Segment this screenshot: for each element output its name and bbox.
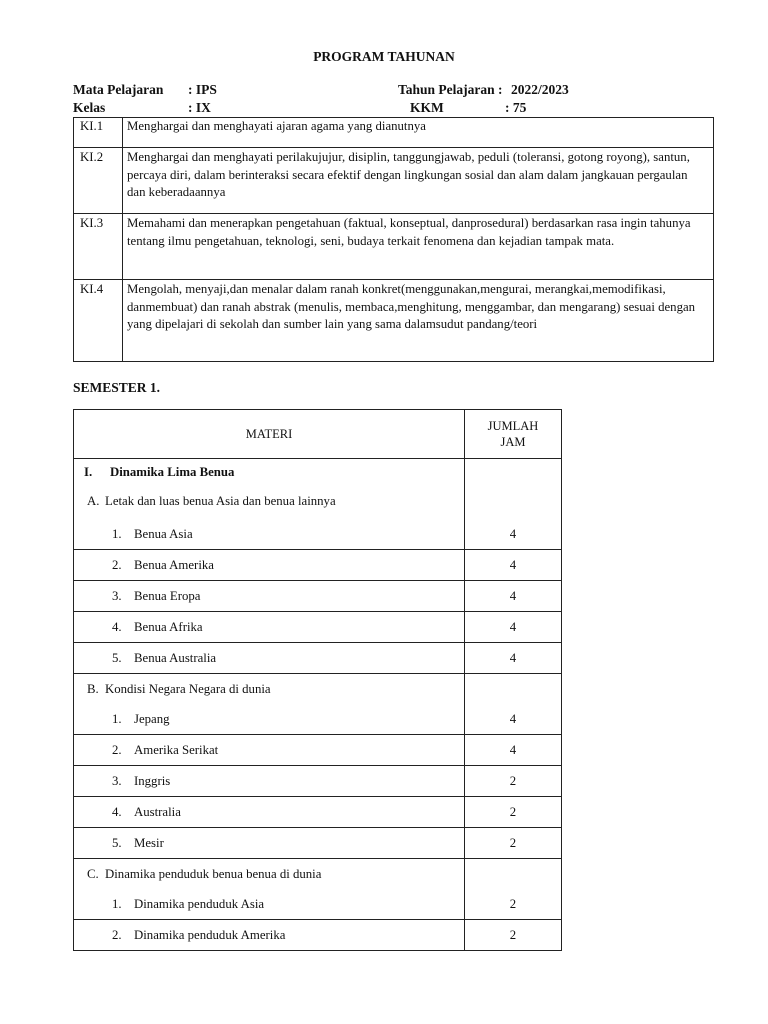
materi-cell bbox=[74, 550, 465, 581]
group-heading bbox=[74, 489, 464, 519]
table-row bbox=[74, 612, 562, 643]
table-row bbox=[74, 581, 562, 612]
jam-cell: 4 bbox=[465, 550, 562, 581]
table-row bbox=[74, 735, 562, 766]
materi-cell bbox=[74, 735, 465, 766]
table-row bbox=[74, 828, 562, 859]
section-title: Dinamika Lima Benua bbox=[110, 465, 235, 479]
kkm-value: : 75 bbox=[505, 100, 527, 115]
materi-cell bbox=[74, 459, 465, 550]
list-item bbox=[74, 735, 464, 765]
item-number: 4. bbox=[112, 620, 122, 634]
tahun-pelajaran-label: Tahun Pelajaran : bbox=[398, 82, 503, 97]
list-item bbox=[74, 797, 464, 827]
group-heading bbox=[74, 674, 464, 704]
group-title: Letak dan luas benua Asia dan benua lainnya bbox=[105, 494, 336, 508]
ki-row bbox=[74, 214, 714, 280]
ki-text: Mengolah, menyaji,dan menalar dalam ranah konkret(menggunakan,mengurai, merangkai,memodifikasi, danmembuat) dan ranah abstrak (menulis, membaca,menghitung, menggambar, dan mengarang) sesuai dengan yang dipelajari di sekolah dan sumber lain yang sama dalamsudut pandang/teori bbox=[123, 280, 714, 362]
list-item bbox=[74, 704, 464, 734]
ki-table bbox=[73, 117, 714, 362]
item-label: Australia bbox=[134, 805, 181, 819]
table-row bbox=[74, 459, 562, 550]
kkm-label: KKM bbox=[410, 100, 444, 115]
jam-cell bbox=[465, 859, 562, 920]
jam-cell bbox=[465, 674, 562, 735]
ki-row bbox=[74, 118, 714, 148]
item-number: 1. bbox=[112, 897, 122, 911]
materi-cell bbox=[74, 674, 465, 735]
item-label: Benua Australia bbox=[134, 651, 217, 665]
kelas-label: Kelas bbox=[73, 100, 106, 115]
list-item bbox=[74, 889, 464, 919]
item-label: Dinamika penduduk Asia bbox=[134, 897, 265, 911]
group-letter: C. bbox=[87, 867, 99, 881]
materi-cell bbox=[74, 920, 465, 951]
ki-code: KI.4 bbox=[74, 280, 123, 362]
jam-value: 4 bbox=[509, 712, 517, 726]
item-label: Amerika Serikat bbox=[134, 743, 219, 757]
jam-cell: 2 bbox=[465, 766, 562, 797]
item-number: 2. bbox=[112, 558, 122, 572]
materi-cell bbox=[74, 828, 465, 859]
list-item bbox=[74, 550, 464, 580]
header-jam-line-2: JAM bbox=[500, 435, 526, 449]
jam-cell: 2 bbox=[465, 828, 562, 859]
item-label: Dinamika penduduk Amerika bbox=[134, 928, 286, 942]
item-number: 3. bbox=[112, 589, 122, 603]
list-item bbox=[74, 766, 464, 796]
item-number: 5. bbox=[112, 651, 122, 665]
header-jumlah-jam bbox=[465, 410, 562, 459]
jam-cell: 4 bbox=[465, 612, 562, 643]
list-item bbox=[74, 519, 464, 549]
table-row bbox=[74, 674, 562, 735]
materi-cell bbox=[74, 859, 465, 920]
group-letter: A. bbox=[87, 494, 100, 508]
list-item bbox=[74, 581, 464, 611]
section-number: I. bbox=[84, 465, 93, 479]
jam-value: 2 bbox=[509, 897, 517, 911]
mata-pelajaran-label: Mata Pelajaran bbox=[73, 82, 164, 97]
group-title: Dinamika penduduk benua benua di dunia bbox=[105, 867, 322, 881]
header-jam-line-1: JUMLAH bbox=[487, 419, 539, 433]
jam-cell: 2 bbox=[465, 797, 562, 828]
item-number: 2. bbox=[112, 928, 122, 942]
group-title: Kondisi Negara Negara di dunia bbox=[105, 682, 271, 696]
table-row bbox=[74, 643, 562, 674]
list-item bbox=[74, 828, 464, 858]
table-row bbox=[74, 766, 562, 797]
page-title: PROGRAM TAHUNAN bbox=[313, 49, 455, 64]
item-label: Benua Afrika bbox=[134, 620, 203, 634]
table-header bbox=[74, 410, 562, 459]
item-label: Benua Eropa bbox=[134, 589, 201, 603]
ki-text: Menghargai dan menghayati perilakujujur, disiplin, tanggungjawab, peduli (toleransi, gotong royong), santun, percaya diri, dalam berinteraksi secara efektif dengan lingkungan sosial dan alam dalam jangkauan pergaulan dan keberadaannya bbox=[123, 148, 714, 214]
table-row bbox=[74, 797, 562, 828]
item-number: 1. bbox=[112, 527, 122, 541]
materi-cell bbox=[74, 643, 465, 674]
ki-code: KI.2 bbox=[74, 148, 123, 214]
ki-row bbox=[74, 280, 714, 362]
jam-cell bbox=[465, 459, 562, 550]
item-label: Benua Asia bbox=[134, 527, 193, 541]
section-heading bbox=[74, 459, 464, 489]
group-heading bbox=[74, 859, 464, 889]
list-item bbox=[74, 643, 464, 673]
jam-cell: 4 bbox=[465, 735, 562, 766]
group-letter: B. bbox=[87, 682, 99, 696]
list-item bbox=[74, 920, 464, 950]
table-row bbox=[74, 920, 562, 951]
item-number: 5. bbox=[112, 836, 122, 850]
semester-title: SEMESTER 1. bbox=[73, 380, 161, 395]
materi-cell bbox=[74, 612, 465, 643]
item-number: 4. bbox=[112, 805, 122, 819]
materi-cell bbox=[74, 581, 465, 612]
ki-code: KI.1 bbox=[74, 118, 123, 148]
item-label: Mesir bbox=[134, 836, 164, 850]
kelas-value: : IX bbox=[188, 100, 211, 115]
ki-row bbox=[74, 148, 714, 214]
materi-cell bbox=[74, 797, 465, 828]
item-number: 2. bbox=[112, 743, 122, 757]
table-row bbox=[74, 859, 562, 920]
jam-value: 4 bbox=[509, 527, 517, 541]
list-item bbox=[74, 612, 464, 642]
tahun-pelajaran-value: 2022/2023 bbox=[511, 82, 569, 97]
materi-cell bbox=[74, 766, 465, 797]
item-label: Inggris bbox=[134, 774, 171, 788]
jam-cell: 4 bbox=[465, 643, 562, 674]
mata-pelajaran-value: : IPS bbox=[188, 82, 217, 97]
ki-text: Menghargai dan menghayati ajaran agama yang dianutnya bbox=[123, 118, 714, 148]
ki-text: Memahami dan menerapkan pengetahuan (faktual, konseptual, danprosedural) berdasarkan rasa ingin tahunya tentang ilmu pengetahuan, teknologi, seni, budaya terkait fenomena dan kejadian tampak mata. bbox=[123, 214, 714, 280]
jam-cell: 4 bbox=[465, 581, 562, 612]
item-number: 1. bbox=[112, 712, 122, 726]
table-row bbox=[74, 550, 562, 581]
item-number: 3. bbox=[112, 774, 122, 788]
ki-code: KI.3 bbox=[74, 214, 123, 280]
jam-cell: 2 bbox=[465, 920, 562, 951]
item-label: Jepang bbox=[134, 712, 170, 726]
materi-table bbox=[73, 409, 562, 951]
header-materi: MATERI bbox=[74, 410, 465, 459]
item-label: Benua Amerika bbox=[134, 558, 214, 572]
